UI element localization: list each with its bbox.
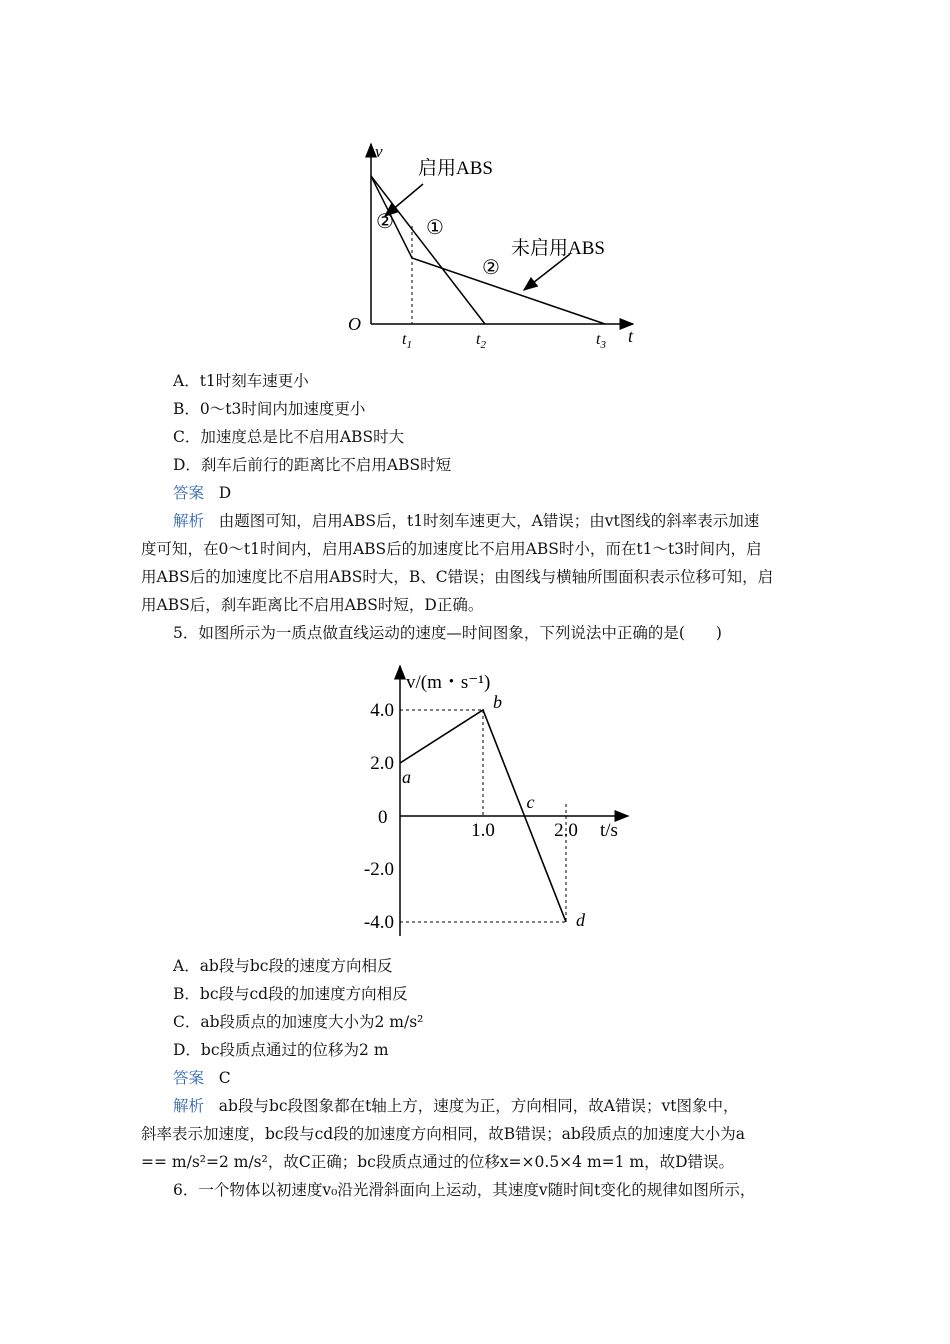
analysis-text: 由题图可知，启用ABS后，t1时刻车速更大，A错误；由vt图线的斜率表示加速 [218, 512, 760, 530]
q5-option-b: B．bc段与cd段的加速度方向相反 [173, 985, 408, 1003]
point-label-a: a [402, 767, 411, 787]
answer-label: 答案 [173, 1069, 205, 1087]
mark-2-right-label: ② [482, 257, 500, 279]
y-tick-label: 4.0 [370, 700, 394, 721]
q4-option-c: C．加速度总是比不启用ABS时大 [173, 428, 405, 446]
q4-option-b: B．0～t3时间内加速度更小 [173, 400, 366, 418]
t2-label: $t_2$ [476, 331, 486, 351]
fig1-t-label: t [628, 326, 634, 346]
q5-analysis-line-2: 斜率表示加速度，bc段与cd段的加速度方向相同，故B错误；ab段质点的加速度大小为a [141, 1125, 746, 1143]
fig2-y-axis-label: v/(m・s⁻¹) [406, 672, 491, 693]
x-tick-label: 1.0 [471, 820, 495, 841]
abs-line [371, 176, 485, 324]
t3-label: $t_3$ [596, 331, 606, 351]
q5-option-c: C．ab段质点的加速度大小为2 m/s² [173, 1013, 424, 1031]
fig2-x-axis-label: t/s [600, 820, 618, 841]
q6-stem: 6．一个物体以初速度v₀沿光滑斜面向上运动，其速度v随时间t变化的规律如图所示， [173, 1181, 756, 1199]
mark-1-label: ① [426, 217, 444, 239]
analysis-label: 解析 [173, 512, 205, 530]
analysis-label: 解析 [173, 1097, 205, 1115]
vt-graph-figure [338, 652, 643, 942]
q4-analysis-line-2: 度可知，在0～t1时间内，启用ABS后的加速度比不启用ABS时小，而在t1～t3时间内，启 [141, 540, 762, 558]
point-label-d: d [576, 910, 585, 930]
q4-option-d: D．刹车后前行的距离比不启用ABS时短 [173, 456, 452, 474]
point-label-c: c [526, 792, 535, 812]
q4-analysis-line-4: 用ABS后，刹车距离比不启用ABS时短，D正确。 [141, 596, 484, 614]
y-tick-label: 2.0 [370, 753, 394, 774]
y-tick-label: -4.0 [363, 912, 394, 933]
no-abs-pointer-arrow [524, 254, 570, 290]
answer-value: D [218, 484, 232, 502]
x-tick-label: 2.0 [554, 820, 578, 841]
no-abs-label: 未启用ABS [511, 238, 605, 259]
q5-analysis-line-1 [173, 1096, 738, 1116]
q5-stem: 5．如图所示为一质点做直线运动的速度—时间图象，下列说法中正确的是( ) [173, 624, 722, 642]
answer-label: 答案 [173, 484, 205, 502]
q5-option-a: A．ab段与bc段的速度方向相反 [173, 957, 393, 975]
answer-value: C [218, 1069, 231, 1087]
t1-label: $t_1$ [402, 331, 412, 351]
fig1-origin-label: O [348, 314, 361, 334]
q5-analysis-line-3: == m/s²=2 m/s²，故C正确；bc段质点通过的位移x=×0.5×4 m=1 m，故D错误。 [141, 1153, 735, 1171]
q5-answer [173, 1068, 231, 1088]
y-tick-label: -2.0 [363, 859, 394, 880]
mark-2-left-label: ② [376, 211, 394, 233]
q4-analysis-line-1 [173, 511, 759, 531]
q4-answer [173, 483, 231, 503]
abs-label: 启用ABS [418, 158, 493, 179]
fig2-origin-label: 0 [378, 807, 388, 828]
q5-option-d: D．bc段质点通过的位移为2 m [173, 1041, 389, 1059]
abs-vt-figure [338, 124, 658, 352]
q4-option-a: A．t1时刻车速更小 [173, 372, 309, 390]
q4-analysis-line-3: 用ABS后的加速度比不启用ABS时大，B、C错误；由图线与横轴所围面积表示位移可知，启 [141, 568, 774, 586]
analysis-text: ab段与bc段图象都在t轴上方，速度为正，方向相同，故A错误；vt图象中， [218, 1097, 739, 1115]
point-label-b: b [493, 692, 502, 712]
fig1-v-label: v [375, 142, 383, 161]
